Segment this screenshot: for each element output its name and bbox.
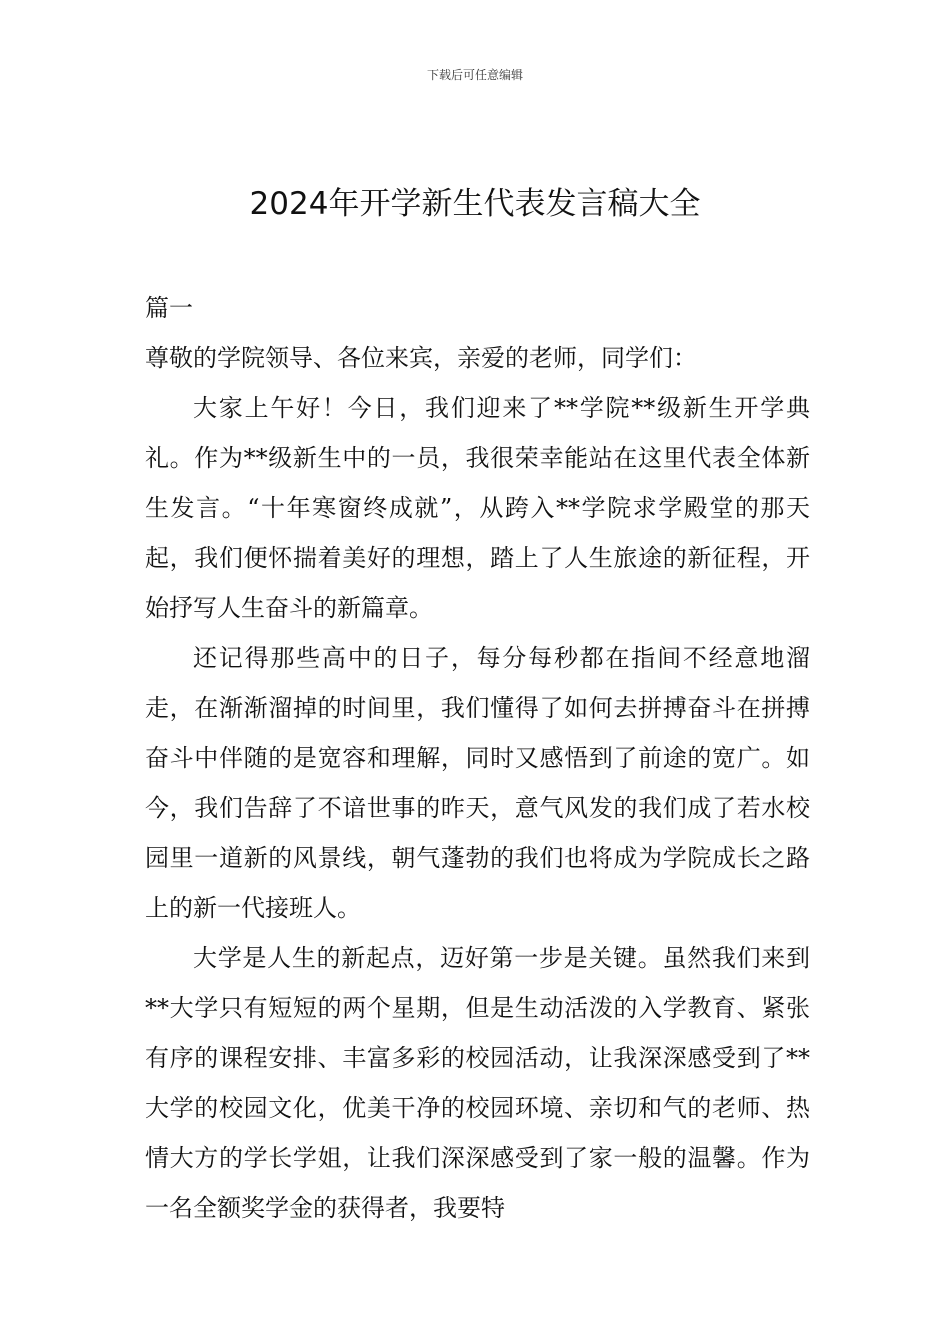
body-paragraph: 大家上午好！今日，我们迎来了**学院**级新生开学典礼。作为**级新生中的一员，我很荣幸能站在这里代表全体新生发言。“十年寒窗终成就”，从跨入**学院求学殿堂的那天起，我们便怀揣着美好的理想，踏上了人生旅途的新征程，开始抒写人生奋斗的新篇章。 [145,394,810,622]
document-body [145,283,810,1233]
section-label: 篇一 [145,294,193,322]
body-paragraph: 还记得那些高中的日子，每分每秒都在指间不经意地溜走，在渐渐溜掉的时间里，我们懂得了如何去拼搏奋斗在拼搏奋斗中伴随的是宽容和理解，同时又感悟到了前途的宽广。如今，我们告辞了不谙世事的昨天，意气风发的我们成了若水校园里一道新的风景线，朝气蓬勃的我们也将成为学院成长之路上的新一代接班人。 [145,644,810,922]
body-paragraph: 大学是人生的新起点，迈好第一步是关键。虽然我们来到**大学只有短短的两个星期，但是生动活泼的入学教育、紧张有序的课程安排、丰富多彩的校园活动，让我深深感受到了**大学的校园文化，优美干净的校园环境、亲切和气的老师、热情大方的学长学姐，让我们深深感受到了家一般的温馨。作为一名全额奖学金的获得者，我要特 [145,944,810,1222]
header-note: 下载后可任意编辑 [426,68,523,82]
document-title: 2024年开学新生代表发言稿大全 [249,186,701,222]
salutation: 尊敬的学院领导、各位来宾，亲爱的老师，同学们： [145,344,697,372]
